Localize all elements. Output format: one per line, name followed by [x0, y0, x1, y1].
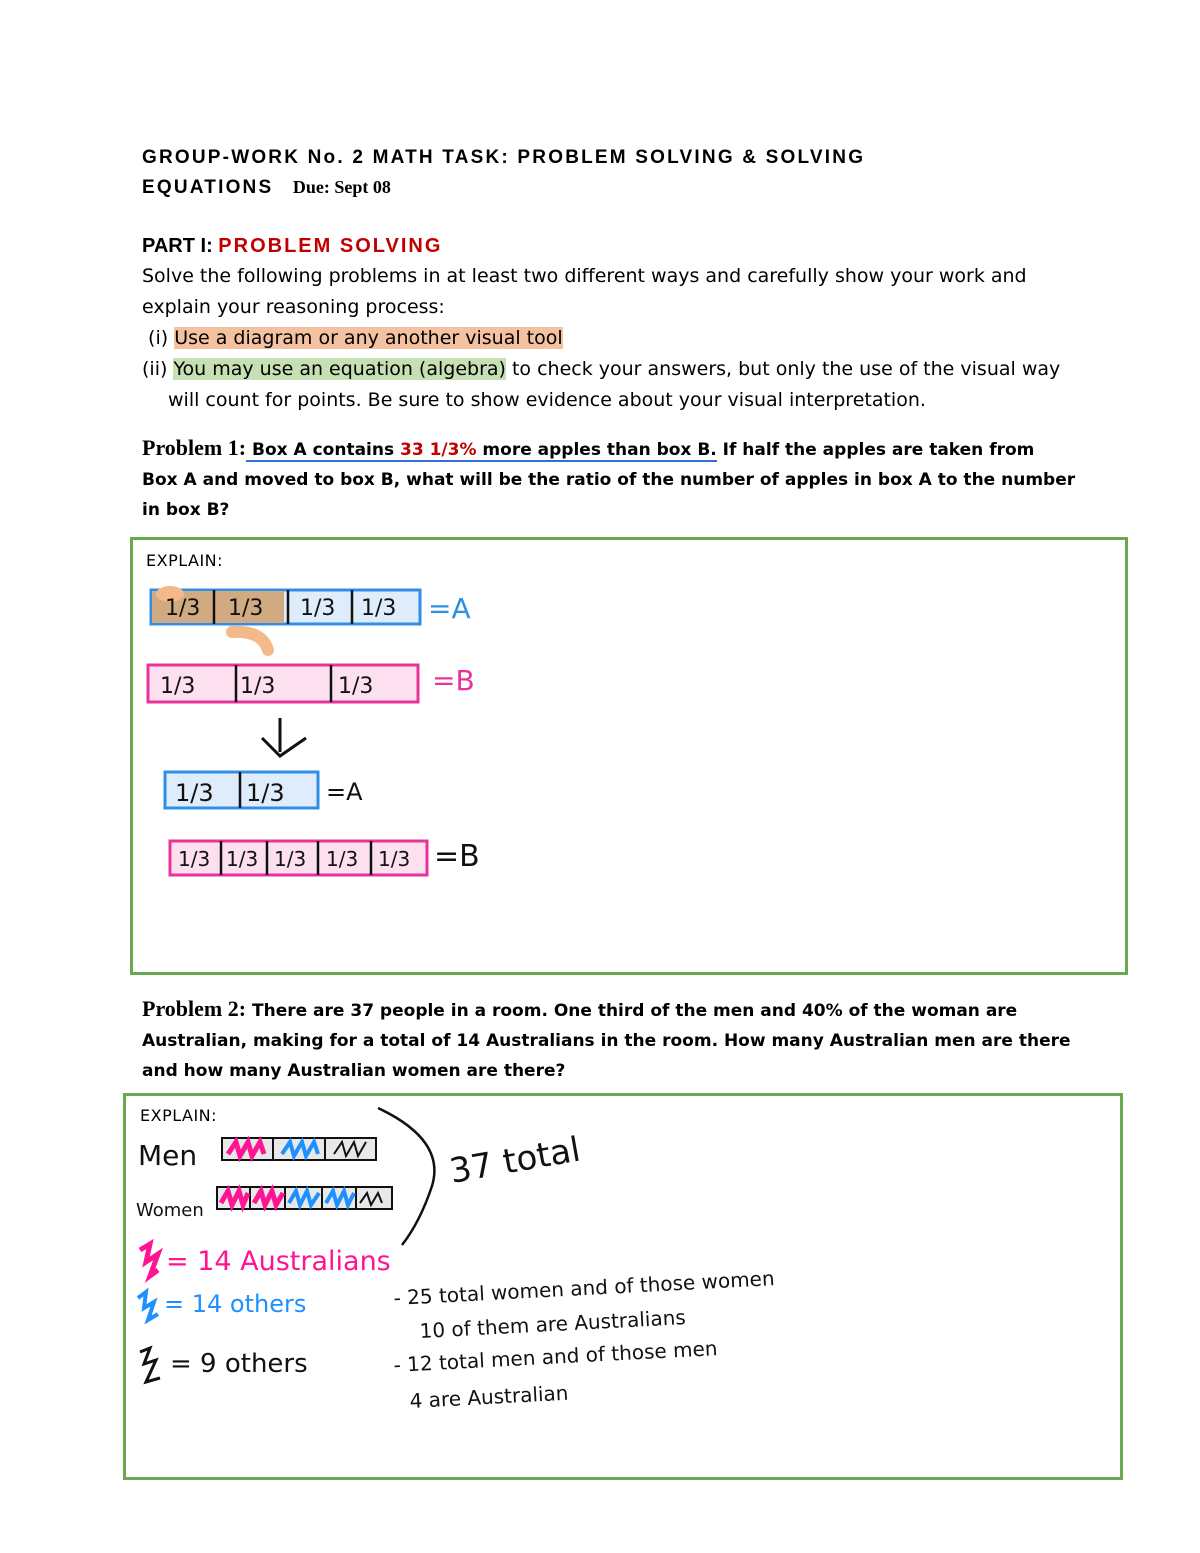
new-box-a-fraction: 1/3	[246, 779, 285, 807]
title-line-1: GROUP-WORK No. 2 MATH TASK: PROBLEM SOLVING & SOLVING	[142, 147, 866, 168]
note2-line1: - 12 total men and of those men	[393, 1336, 719, 1377]
eq1-text: = 14 Australians	[166, 1246, 391, 1277]
box-b-fraction: 1/3	[240, 674, 276, 699]
item1-prefix: (i)	[142, 327, 175, 349]
problem-1-percent: 33 1/3%	[400, 440, 477, 460]
new-box-b-fraction: 1/3	[274, 847, 307, 871]
note1-line1: - 25 total women and of those women	[393, 1266, 776, 1310]
women-label: Women	[136, 1200, 204, 1221]
problem-1-explain-label: EXPLAIN:	[146, 551, 224, 570]
item2-highlight: You may use an equation (algebra)	[173, 358, 506, 380]
problem-2-label: Problem 2:	[142, 996, 247, 1021]
note1-line2: 10 of them are Australians	[419, 1305, 687, 1343]
problem-2-explain-label: EXPLAIN:	[140, 1106, 218, 1125]
new-box-a-label: =A	[326, 778, 363, 806]
women-bar	[217, 1187, 392, 1209]
new-box-a-fraction: 1/3	[175, 779, 214, 807]
instructions-line-1: Solve the following problems in at least two different ways and carefully show your work and	[142, 265, 1027, 287]
problem-1-text-b: more apples than box B.	[476, 440, 717, 460]
total-label: 37 total	[446, 1129, 584, 1192]
eq1-scribble-icon	[140, 1244, 158, 1276]
new-box-b-label: =B	[434, 839, 480, 874]
problem-1-label: Problem 1:	[142, 435, 247, 460]
brace-icon	[378, 1108, 434, 1245]
problem-1-text-c: If half the apples are taken from	[716, 440, 1035, 460]
box-b-fraction: 1/3	[160, 674, 196, 699]
eq2-text: = 14 others	[164, 1290, 307, 1318]
item1-highlight: Use a diagram or any another visual tool	[174, 327, 563, 349]
new-box-b-fraction: 1/3	[226, 847, 259, 871]
eq3-scribble-icon	[140, 1348, 160, 1382]
box-a-fraction: 1/3	[361, 596, 397, 621]
instruction-item-2-cont: will count for points. Be sure to show evidence about your visual interpretation.	[168, 389, 926, 411]
box-b-fraction: 1/3	[338, 674, 374, 699]
box-a-fraction: 1/3	[228, 596, 264, 621]
box-b-label: =B	[432, 664, 475, 697]
box-a-fraction: 1/3	[165, 596, 201, 621]
problem-2-text: There are 37 people in a room. One third of the men and 40% of the woman are	[246, 1001, 1018, 1021]
box-a-fraction: 1/3	[300, 596, 336, 621]
eq2-scribble-icon	[138, 1292, 158, 1320]
eq3-text: = 9 others	[170, 1349, 308, 1379]
due-date: Due: Sept 08	[292, 177, 391, 197]
problem-1-text-a: Box A contains	[246, 440, 401, 460]
note2-line2: 4 are Australian	[409, 1380, 569, 1413]
item2-rest: to check your answers, but only the use of the visual way	[505, 358, 1061, 380]
box-a-label: =A	[428, 592, 471, 625]
new-box-b-fraction: 1/3	[326, 847, 359, 871]
eq2-row	[138, 1290, 306, 1320]
problem-1-line-3: in box B?	[142, 500, 230, 520]
men-bar	[222, 1138, 376, 1160]
problem-1-line-2: Box A and moved to box B, what will be the ratio of the number of apples in box A to the number	[142, 470, 1076, 490]
eq1-row	[140, 1244, 391, 1277]
new-box-b-fraction: 1/3	[178, 847, 211, 871]
instructions-line-2: explain your reasoning process:	[142, 296, 445, 318]
title-equations: EQUATIONS	[142, 177, 274, 198]
new-box-b-fraction: 1/3	[378, 847, 411, 871]
part-name: PROBLEM SOLVING	[218, 235, 443, 257]
item2-prefix: (ii)	[142, 358, 174, 380]
part-label: PART I:	[142, 235, 219, 257]
problem-2-line-2: Australian, making for a total of 14 Australians in the room. How many Australian men are there	[142, 1031, 1071, 1051]
men-label: Men	[138, 1139, 198, 1172]
eq3-row	[140, 1348, 308, 1382]
problem-2-line-3: and how many Australian women are there?	[142, 1061, 566, 1081]
